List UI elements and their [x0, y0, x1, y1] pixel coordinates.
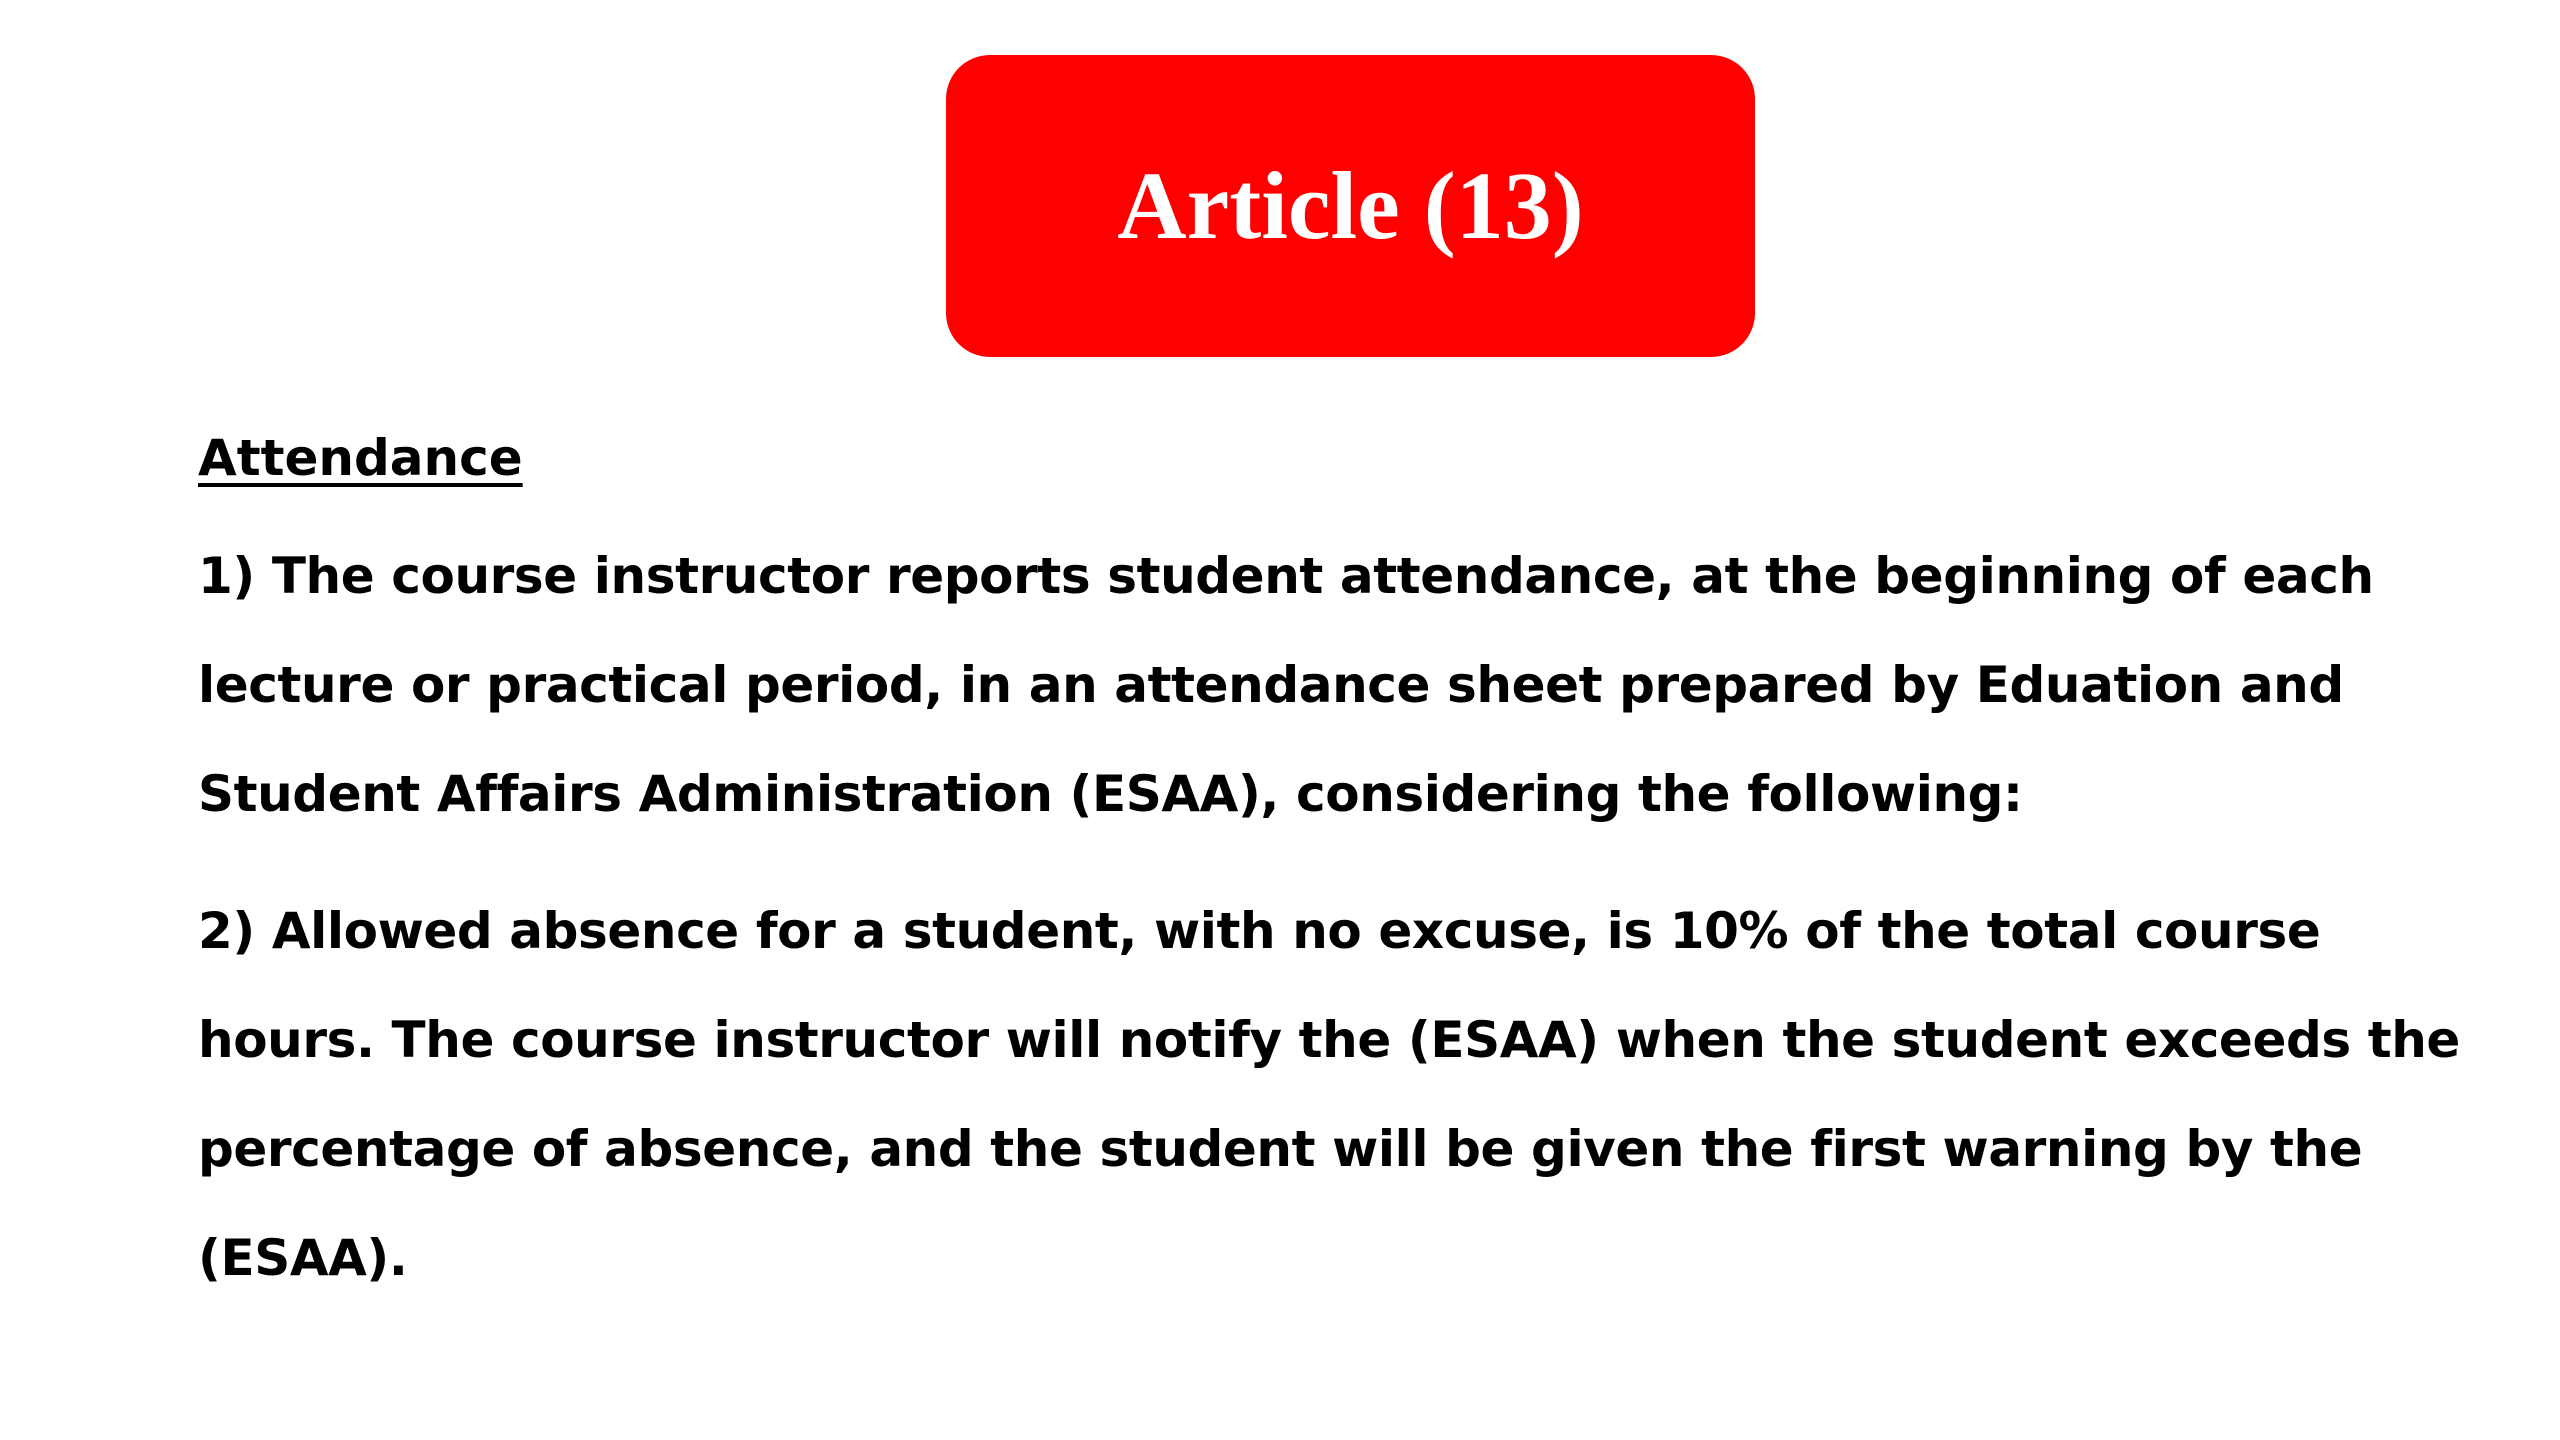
paragraph-line: hours. The course instructor will notify the (ESAA) when the student exceeds the [198, 1011, 2460, 1069]
paragraph-line: 2) Allowed absence for a student, with no excuse, is 10% of the total course [198, 902, 2321, 960]
paragraph-line: (ESAA). [198, 1229, 408, 1287]
paragraph-line: percentage of absence, and the student will be given the first warning by the [198, 1120, 2363, 1178]
paragraph-line: lecture or practical period, in an attendance sheet prepared by Eduation and [198, 656, 2344, 714]
slide-content [198, 420, 2498, 1341]
article-title: Article (13) [1117, 152, 1584, 259]
paragraph-line: 1) The course instructor reports student attendance, at the beginning of each [198, 547, 2374, 605]
paragraph-line: Student Affairs Administration (ESAA), considering the following: [198, 765, 2023, 823]
section-heading: Attendance [198, 429, 523, 487]
paragraph-1 [198, 522, 2498, 849]
article-title-box [946, 55, 1755, 357]
paragraph-2 [198, 877, 2498, 1313]
